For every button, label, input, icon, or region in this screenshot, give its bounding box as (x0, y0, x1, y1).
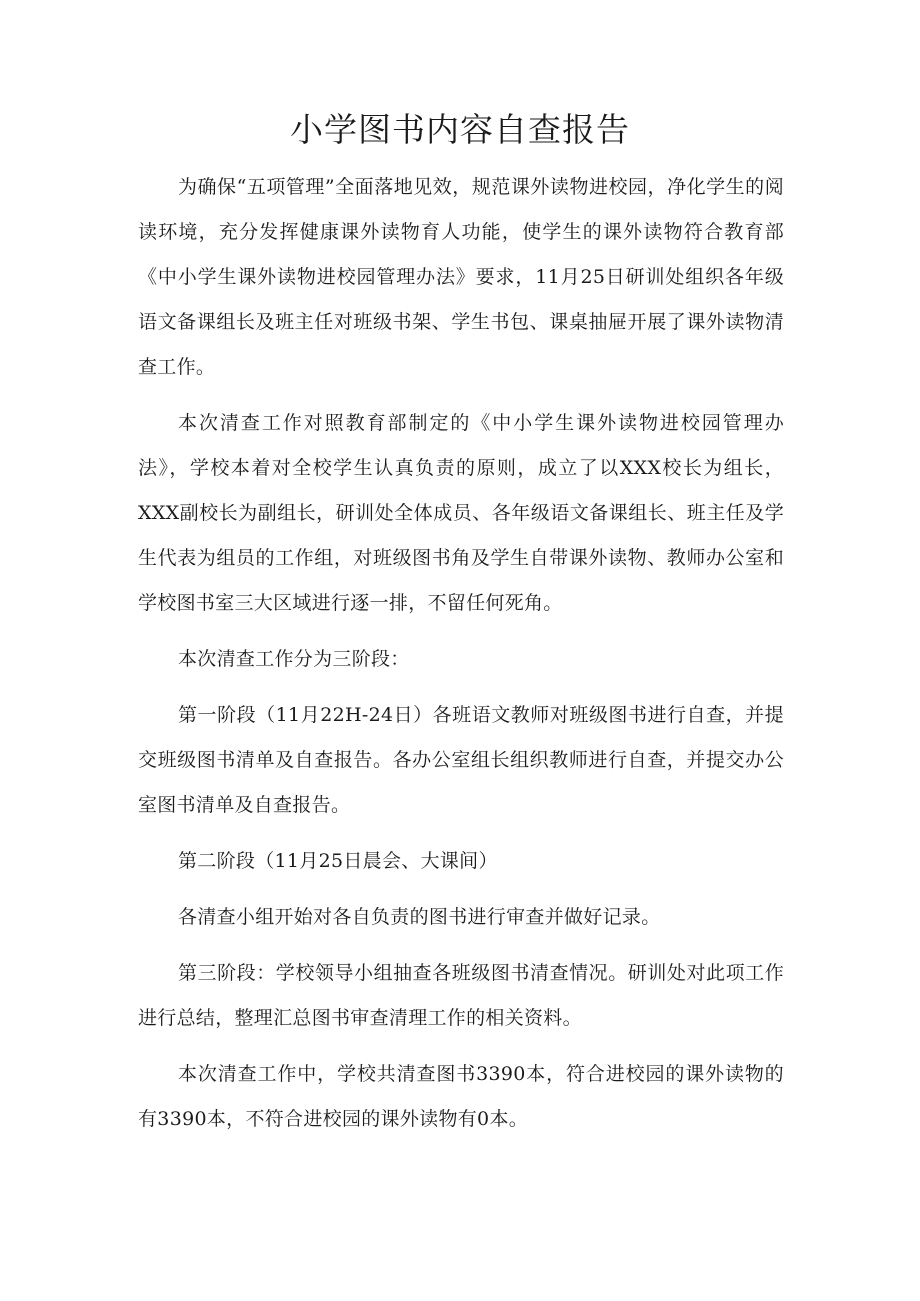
page-title: 小学图书内容自查报告 (290, 110, 630, 149)
paragraph-stage-two: 第二阶段（11月25日晨会、大课间） (178, 850, 498, 872)
paragraph-stages-intro: 本次清查工作分为三阶段： (178, 648, 410, 670)
paragraph-stage-three: 第三阶段：学校领导小组抽查各班级图书清查情况。研训处对此项工作进行总结，整理汇总图书审查清理工作的相关资料。 (138, 962, 784, 1029)
paragraph-results: 本次清查工作中，学校共清查图书3390本，符合进校园的课外读物的有3390本，不符合进校园的课外读物有0本。 (138, 1063, 784, 1130)
paragraph-stage-two-detail: 各清查小组开始对各自负责的图书进行审查并做好记录。 (178, 906, 661, 928)
paragraph-organization: 本次清查工作对照教育部制定的《中小学生课外读物进校园管理办法》，学校本着对全校学生认真负责的原则，成立了以XXX校长为组长，XXX副校长为副组长，研训处全体成员、各年级语文备课组长、班主任及学生代表为组员的工作组，对班级图书角及学生自带课外读物、教师办公室和学校图书室三大区域进行逐一排，不留任何死角。 (138, 412, 784, 614)
paragraph-intro: 为确保“五项管理”全面落地见效，规范课外读物进校园，净化学生的阅读环境，充分发挥健康课外读物育人功能，使学生的课外读物符合教育部《中小学生课外读物进校园管理办法》要求，11月25日研训处组织各年级语文备课组长及班主任对班级书架、学生书包、课桌抽屉开展了课外读物清查工作。 (138, 176, 784, 378)
document-body (138, 165, 784, 1153)
paragraph-stage-one: 第一阶段（11月22H-24日）各班语文教师对班级图书进行自查，并提交班级图书清单及自查报告。各办公室组长组织教师进行自查，并提交办公室图书清单及自查报告。 (138, 704, 784, 816)
